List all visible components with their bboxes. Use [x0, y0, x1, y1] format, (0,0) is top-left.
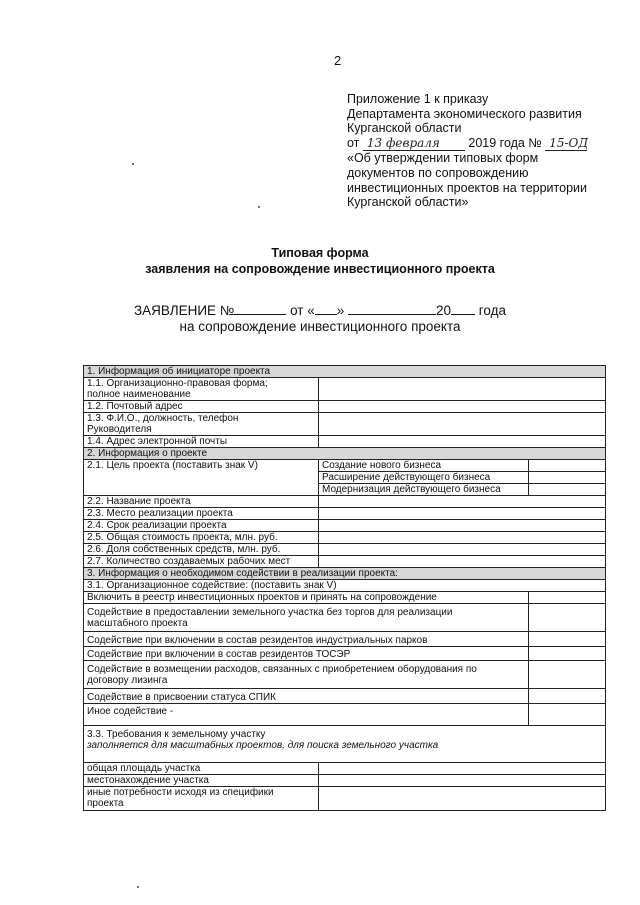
appendix-date-line	[347, 136, 627, 152]
goal-checkbox[interactable]	[529, 460, 606, 472]
appendix-line: инвестиционных проектов на территории	[347, 180, 587, 195]
field-label: 2.4. Срок реализации проекта	[84, 520, 319, 532]
assistance-checkbox[interactable]	[529, 704, 606, 726]
date-prefix: от	[347, 135, 360, 150]
year-word: года	[478, 303, 507, 318]
assistance-checkbox[interactable]	[529, 647, 606, 661]
land-input[interactable]	[319, 763, 606, 775]
field-label: 2.7. Количество создаваемых рабочих мест	[84, 556, 319, 568]
quote-close: »	[336, 303, 345, 318]
field-input[interactable]	[319, 436, 606, 448]
field-label: 1.4. Адрес электронной почты	[84, 436, 319, 448]
year-prefix: 20	[436, 303, 452, 318]
year-blank[interactable]	[451, 303, 475, 315]
assistance-checkbox[interactable]	[529, 592, 606, 604]
application-word: ЗАЯВЛЕНИЕ №	[133, 303, 235, 318]
section-3-header: 3. Информация о необходимом содействии в реализации проекта:	[84, 568, 606, 580]
field-label: 2.5. Общая стоимость проекта, млн. руб.	[84, 532, 319, 544]
form-title-line2: заявления на сопровождение инвестиционного проекта	[145, 262, 495, 276]
page-number: 2	[334, 53, 342, 68]
field-label: 1.2. Почтовый адрес	[84, 401, 319, 413]
assistance-option-text: масштабного проекта	[87, 618, 188, 629]
appendix-header	[347, 92, 627, 210]
land-input[interactable]	[319, 775, 606, 787]
subsection-3-3-note: заполняется для масштабных проектов, для поиска земельного участка	[87, 740, 439, 751]
land-label	[84, 787, 319, 811]
appendix-line: Департамента экономического развития	[347, 106, 582, 121]
subsection-3-3	[84, 726, 606, 763]
field-input[interactable]	[319, 496, 606, 508]
assistance-option: Иное содействие -	[84, 704, 529, 726]
field-label: 2.1. Цель проекта (поставить знак V)	[84, 460, 319, 496]
assistance-checkbox[interactable]	[529, 604, 606, 632]
goal-option: Создание нового бизнеса	[319, 460, 529, 472]
assistance-option	[84, 604, 529, 632]
assistance-option: Содействие в присвоении статуса СПИК	[84, 689, 529, 704]
application-form-table	[83, 365, 606, 811]
field-input[interactable]	[319, 532, 606, 544]
goal-checkbox[interactable]	[529, 484, 606, 496]
form-title	[0, 245, 640, 277]
number-blank[interactable]	[234, 303, 286, 315]
field-input[interactable]	[319, 401, 606, 413]
assistance-option-text: Содействие в возмещении расходов, связанных с приобретением оборудования по	[87, 664, 477, 675]
goal-option: Модернизация действующего бизнеса	[319, 484, 529, 496]
appendix-line: Курганской области»	[347, 195, 469, 210]
scan-speck	[132, 163, 134, 165]
goal-option: Расширение действующего бизнеса	[319, 472, 529, 484]
field-label: 2.3. Место реализации проекта	[84, 508, 319, 520]
field-input[interactable]	[319, 378, 606, 401]
field-input[interactable]	[319, 508, 606, 520]
section-1-header: 1. Информация об инициаторе проекта	[84, 366, 606, 378]
subsection-3-1	[84, 580, 606, 592]
date-suffix: 2019 года №	[468, 135, 542, 150]
subsection-3-1-title: 3.1. Организационное содействие:	[87, 580, 249, 591]
field-label-text: Руководителя	[87, 424, 152, 435]
assistance-checkbox[interactable]	[529, 632, 606, 647]
application-number-line	[0, 303, 640, 319]
subsection-3-3-title: 3.3. Требования к земельному участку	[87, 729, 266, 740]
scan-speck	[258, 206, 260, 208]
day-blank[interactable]	[315, 303, 337, 315]
field-input[interactable]	[319, 544, 606, 556]
field-label-text: 1.3. Ф.И.О., должность, телефон	[87, 413, 239, 424]
section-2-header: 2. Информация о проекте	[84, 448, 606, 460]
appendix-line: Приложение 1 к приказу	[347, 92, 489, 106]
land-label: общая площадь участка	[84, 763, 319, 775]
assistance-option: Включить в реестр инвестиционных проектов и принять на сопровождение	[84, 592, 529, 604]
appendix-line: Курганской области	[347, 121, 462, 136]
goal-checkbox[interactable]	[529, 472, 606, 484]
subsection-3-1-note: (поставить знак V)	[248, 580, 337, 591]
field-label	[84, 413, 319, 436]
field-label	[84, 378, 319, 401]
land-label-text: иные потребности исходя из специфики	[87, 787, 274, 798]
appendix-line: «Об утверждении типовых форм	[347, 151, 539, 166]
month-blank[interactable]	[348, 303, 436, 315]
field-label-text: 1.1. Организационно-правовая форма;	[87, 378, 268, 389]
assistance-option	[84, 661, 529, 689]
land-input[interactable]	[319, 787, 606, 811]
field-label: 2.2. Название проекта	[84, 496, 319, 508]
field-label-text: полное наименование	[87, 389, 191, 400]
field-input[interactable]	[319, 413, 606, 436]
appendix-line: документов по сопровождению	[347, 165, 529, 180]
field-input[interactable]	[319, 520, 606, 532]
assistance-checkbox[interactable]	[529, 689, 606, 704]
assistance-checkbox[interactable]	[529, 661, 606, 689]
assistance-option-text: договору лизинга	[87, 675, 168, 686]
assistance-option: Содействие при включении в состав резидентов индустриальных парков	[84, 632, 529, 647]
field-label: 2.6. Доля собственных средств, млн. руб.	[84, 544, 319, 556]
assistance-option: Содействие при включении в состав резидентов ТОСЭР	[84, 647, 529, 661]
field-input[interactable]	[319, 556, 606, 568]
scan-speck	[137, 886, 139, 888]
handwritten-date: 13 февраля	[363, 136, 465, 152]
assistance-option-text: Содействие в предоставлении земельного участка без торгов для реализации	[87, 607, 453, 618]
date-from: от «	[290, 303, 315, 318]
handwritten-number: 15-ОД	[545, 136, 587, 152]
application-header	[0, 303, 640, 335]
form-title-line1: Типовая форма	[271, 246, 369, 260]
application-subtitle: на сопровождение инвестиционного проекта	[179, 319, 461, 334]
land-label: местонахождение участка	[84, 775, 319, 787]
land-label-text: проекта	[87, 798, 124, 809]
